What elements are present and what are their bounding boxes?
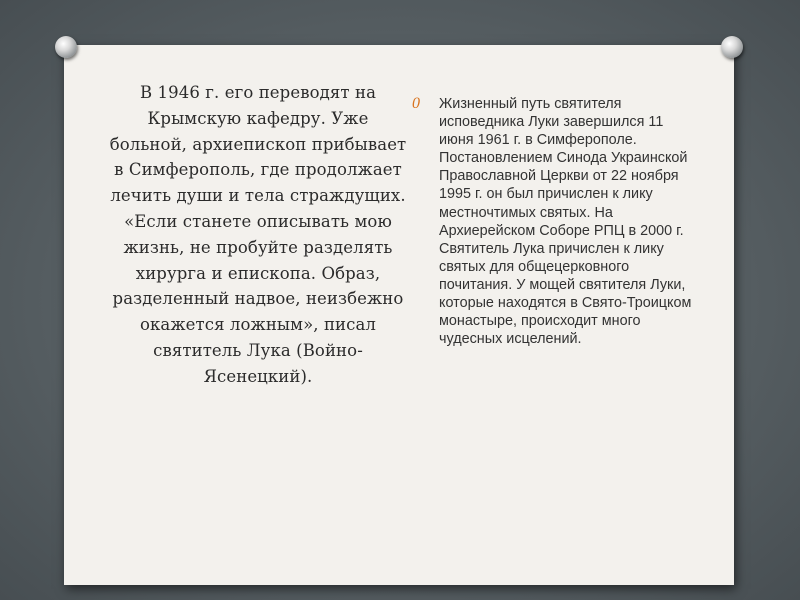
left-paragraph-1: В 1946 г. его переводят на Крымскую кафедру. Уже больной, архиепископ прибывает в Симферополь, где продолжает лечить души и тела страждущих. (109, 83, 407, 206)
pushpin-icon (55, 36, 77, 58)
bullet-marker: 0 (412, 95, 420, 112)
bullet-text: Жизненный путь святителя исповедника Луки завершился 11 июня 1961 г. в Симферополе. Постановлением Синода Украинской Православной Церкви от 22 ноября 1995 г. он был причислен к лику местночтимых святых. На Архиерейском Соборе РПЦ в 2000 г. Святитель Лука причислен к лику святых для общецерковного почитания. У мощей святителя Луки, которые находятся в Свято-Троицком монастыре, происходит много чудесных исцелений. (439, 96, 692, 348)
left-paragraph-2: «Если станете описывать мою жизнь, не пробуйте разделять хирурга и епископа. Образ, разделенный надвое, неизбежно окажется ложным», писал святитель Лука (Войно-Ясенецкий). (112, 211, 404, 386)
pushpin-icon (721, 36, 743, 58)
left-text-column (108, 80, 408, 390)
